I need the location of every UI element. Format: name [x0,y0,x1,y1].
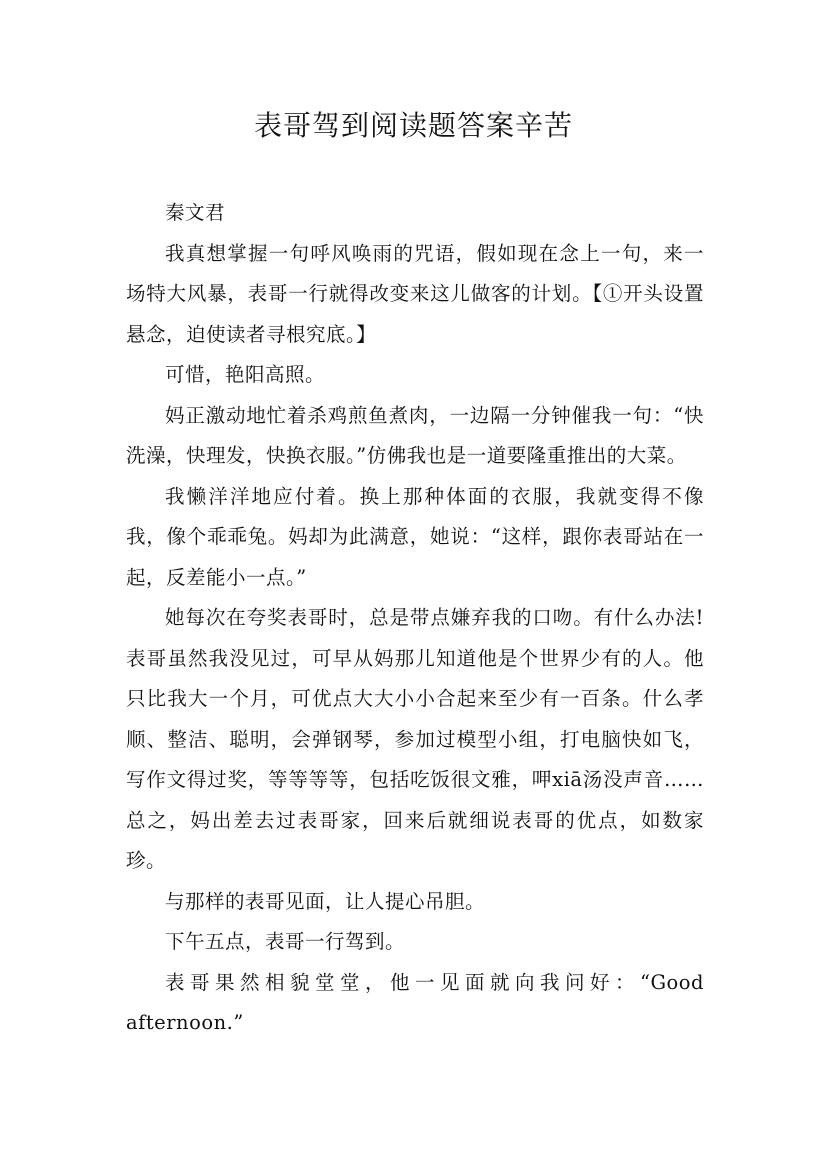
paragraph: 妈正激动地忙着杀鸡煎鱼煮肉，一边隔一分钟催我一句：“快洗澡，快理发，快换衣服。”仿佛我也是一道要隆重推出的大菜。 [126,403,704,467]
paragraph: 她每次在夸奖表哥时，总是带点嫌弃我的口吻。有什么办法!表哥虽然我没见过，可早从妈那儿知道他是个世界少有的人。他只比我大一个月，可优点大大小小合起来至少有一百条。什么孝顺、整洁、聪明，会弹钢琴，参加过模型小组，打电脑快如飞，写作文得过奖，等等等等，包括吃饭很文雅，呷xiā汤没声音……总之，妈出差去过表哥家，回来后就细说表哥的优点，如数家珍。 [126,606,704,872]
document-title: 表哥驾到阅读题答案辛苦 [253,109,573,142]
paragraph: 可惜，艳阳高照。 [165,363,326,386]
paragraph: 与那样的表哥见面，让人提心吊胆。 [165,889,486,913]
paragraph: 表哥果然相貌堂堂，他一见面就向我问好：“Good afternoon.” [126,970,704,1034]
document-body [126,193,704,1044]
paragraph: 我真想掌握一句呼风唤雨的咒语，假如现在念上一句，来一场特大风暴，表哥一行就得改变来这儿做客的计划。【①开头设置悬念，迫使读者寻根究底。】 [126,241,704,346]
paragraph: 下午五点，表哥一行驾到。 [165,930,406,953]
paragraph: 我懒洋洋地应付着。换上那种体面的衣服，我就变得不像我，像个乖乖兔。妈却为此满意，她说：“这样，跟你表哥站在一起，反差能小一点。” [126,484,704,589]
author-line: 秦文君 [165,201,226,224]
